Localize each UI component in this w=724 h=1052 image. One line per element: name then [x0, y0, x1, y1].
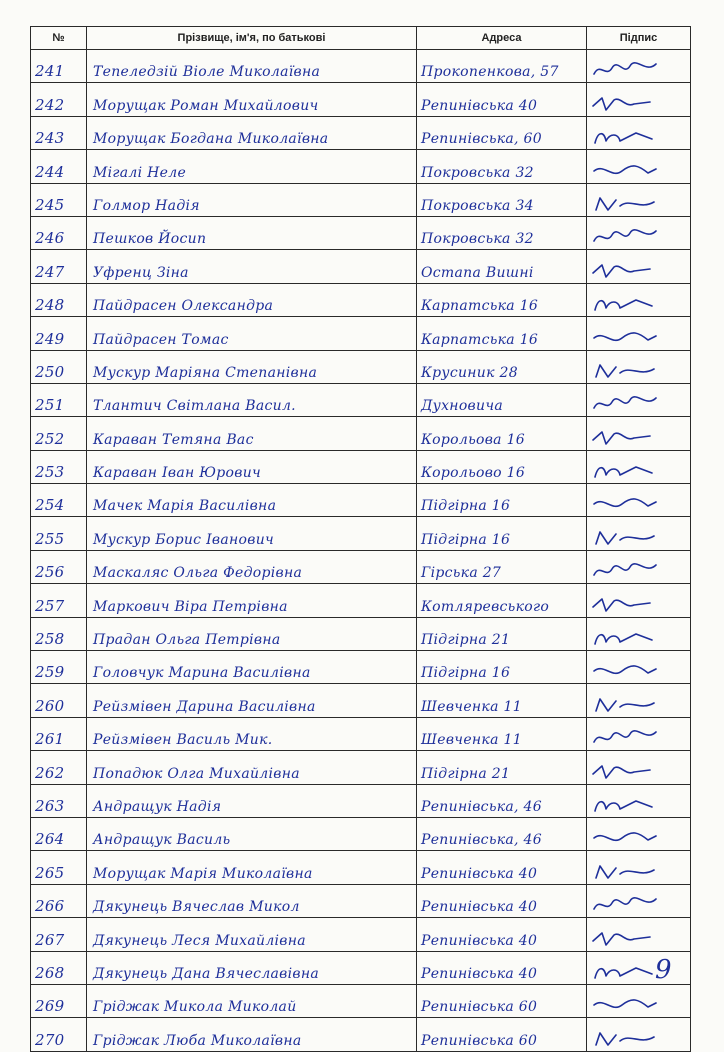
row-address: Репинівська, 46	[417, 817, 587, 850]
signature-scribble-icon	[590, 695, 660, 715]
signature-scribble-icon	[590, 762, 660, 782]
row-address: Репинівська 40	[417, 918, 587, 951]
table-row	[31, 350, 691, 383]
row-full-name: Мускур Борис Іванович	[87, 517, 417, 550]
row-full-name: Тепеледзій Віоле Миколаївна	[87, 50, 417, 83]
row-full-name: Дякунець Вячеслав Микол	[87, 884, 417, 917]
signature-scribble-icon	[590, 461, 660, 481]
table-body	[31, 50, 691, 1052]
row-signature	[587, 584, 691, 617]
row-address: Карпатська 16	[417, 283, 587, 316]
signature-scribble-icon	[590, 428, 660, 448]
signature-scribble-icon	[590, 194, 660, 214]
table-row	[31, 617, 691, 650]
table-row	[31, 717, 691, 750]
table-row	[31, 784, 691, 817]
table-row	[31, 250, 691, 283]
row-number: 267	[31, 918, 87, 951]
signature-scribble-icon	[590, 361, 660, 381]
signature-table	[30, 26, 691, 1052]
row-signature	[587, 350, 691, 383]
table-row	[31, 651, 691, 684]
row-address: Шевченка 11	[417, 684, 587, 717]
signature-scribble-icon	[590, 261, 660, 281]
row-signature	[587, 918, 691, 951]
table-row	[31, 951, 691, 984]
row-signature	[587, 450, 691, 483]
signature-scribble-icon	[590, 995, 660, 1015]
table-row	[31, 984, 691, 1017]
row-full-name: Морущак Марія Миколаївна	[87, 851, 417, 884]
signature-scribble-icon	[590, 895, 660, 915]
signature-scribble-icon	[590, 561, 660, 581]
signature-scribble-icon	[590, 294, 660, 314]
row-address: Підгірна 21	[417, 751, 587, 784]
row-number: 241	[31, 50, 87, 83]
row-number: 261	[31, 717, 87, 750]
row-address: Корольово 16	[417, 450, 587, 483]
signature-scribble-icon	[590, 328, 660, 348]
row-full-name: Прадан Ольга Петрівна	[87, 617, 417, 650]
row-number: 257	[31, 584, 87, 617]
header-address: Адреса	[417, 27, 587, 50]
table-row	[31, 817, 691, 850]
row-address: Корольова 16	[417, 417, 587, 450]
row-number: 242	[31, 83, 87, 116]
signature-scribble-icon	[590, 494, 660, 514]
row-address: Підгірна 16	[417, 517, 587, 550]
row-signature	[587, 684, 691, 717]
row-full-name: Мускур Марiяна Степанівна	[87, 350, 417, 383]
signature-sheet	[30, 26, 690, 1052]
row-number: 244	[31, 150, 87, 183]
signature-scribble-icon	[590, 795, 660, 815]
table-row	[31, 450, 691, 483]
table-row	[31, 751, 691, 784]
row-number: 256	[31, 550, 87, 583]
row-number: 255	[31, 517, 87, 550]
table-row	[31, 918, 691, 951]
row-number: 253	[31, 450, 87, 483]
row-address: Репинівська 40	[417, 851, 587, 884]
row-signature	[587, 884, 691, 917]
row-full-name: Маркович Віра Петрівна	[87, 584, 417, 617]
table-row	[31, 517, 691, 550]
row-signature	[587, 317, 691, 350]
row-address: Репинівська 40	[417, 951, 587, 984]
signature-scribble-icon	[590, 862, 660, 882]
table-header-row	[31, 27, 691, 50]
row-full-name: Караван Тетяна Вас	[87, 417, 417, 450]
row-number: 265	[31, 851, 87, 884]
row-address: Покровська 32	[417, 216, 587, 249]
row-number: 252	[31, 417, 87, 450]
signature-scribble-icon	[590, 60, 660, 80]
row-full-name: Морущак Роман Михайлович	[87, 83, 417, 116]
row-signature	[587, 717, 691, 750]
row-number: 270	[31, 1018, 87, 1051]
row-signature	[587, 784, 691, 817]
row-signature	[587, 984, 691, 1017]
signature-scribble-icon	[590, 227, 660, 247]
row-address: Котляревського	[417, 584, 587, 617]
row-signature	[587, 751, 691, 784]
header-number: №	[31, 27, 87, 50]
row-full-name: Дякунець Дана Вячеславівна	[87, 951, 417, 984]
row-address: Репинівська 60	[417, 1018, 587, 1051]
row-full-name: Караван Іван Юрович	[87, 450, 417, 483]
signature-scribble-icon	[590, 929, 660, 949]
row-full-name: Рейзмівен Василь Мик.	[87, 717, 417, 750]
row-number: 263	[31, 784, 87, 817]
row-full-name: Андращук Василь	[87, 817, 417, 850]
row-address: Прокопенкова, 57	[417, 50, 587, 83]
row-full-name: Головчук Марина Василівна	[87, 651, 417, 684]
row-address: Шевченка 11	[417, 717, 587, 750]
row-signature	[587, 150, 691, 183]
row-signature	[587, 817, 691, 850]
row-full-name: Андращук Надія	[87, 784, 417, 817]
table-row	[31, 216, 691, 249]
row-full-name: Уфренц Зіна	[87, 250, 417, 283]
row-number: 262	[31, 751, 87, 784]
row-number: 250	[31, 350, 87, 383]
row-number: 254	[31, 484, 87, 517]
row-full-name: Пайдрасен Томас	[87, 317, 417, 350]
row-address: Репинівська 40	[417, 884, 587, 917]
row-signature	[587, 216, 691, 249]
table-row	[31, 684, 691, 717]
row-signature	[587, 651, 691, 684]
signature-scribble-icon	[590, 628, 660, 648]
table-row	[31, 851, 691, 884]
row-signature	[587, 283, 691, 316]
row-signature	[587, 851, 691, 884]
row-full-name: Пешков Йосип	[87, 216, 417, 249]
row-signature	[587, 951, 691, 984]
row-address: Духновича	[417, 383, 587, 416]
signature-scribble-icon	[590, 161, 660, 181]
page-number: 9	[655, 955, 672, 985]
row-full-name: Гріджак Люба Миколаївна	[87, 1018, 417, 1051]
row-address: Репинівська, 60	[417, 116, 587, 149]
row-address: Репинівська 60	[417, 984, 587, 1017]
row-number: 259	[31, 651, 87, 684]
row-full-name: Морущак Богдана Миколаївна	[87, 116, 417, 149]
row-address: Покровська 32	[417, 150, 587, 183]
row-number: 246	[31, 216, 87, 249]
row-signature	[587, 83, 691, 116]
row-signature	[587, 383, 691, 416]
row-number: 243	[31, 116, 87, 149]
table-row	[31, 50, 691, 83]
row-signature	[587, 1018, 691, 1051]
row-number: 269	[31, 984, 87, 1017]
table-row	[31, 417, 691, 450]
row-signature	[587, 250, 691, 283]
row-full-name: Мігалі Неле	[87, 150, 417, 183]
header-full-name: Прізвище, ім'я, по батькові	[87, 27, 417, 50]
row-full-name: Голмор Надія	[87, 183, 417, 216]
signature-scribble-icon	[590, 528, 660, 548]
table-row	[31, 183, 691, 216]
row-address: Гірська 27	[417, 550, 587, 583]
table-row	[31, 884, 691, 917]
signature-scribble-icon	[590, 1029, 660, 1049]
signature-scribble-icon	[590, 394, 660, 414]
row-signature	[587, 116, 691, 149]
row-full-name: Мачек Марія Василівна	[87, 484, 417, 517]
row-address: Підгірна 21	[417, 617, 587, 650]
signature-scribble-icon	[590, 661, 660, 681]
row-full-name: Пайдрасен Олександра	[87, 283, 417, 316]
signature-scribble-icon	[590, 127, 660, 147]
row-number: 251	[31, 383, 87, 416]
row-full-name: Рейзмівен Дарина Василівна	[87, 684, 417, 717]
table-row	[31, 1018, 691, 1051]
row-number: 247	[31, 250, 87, 283]
row-number: 245	[31, 183, 87, 216]
row-signature	[587, 484, 691, 517]
table-row	[31, 116, 691, 149]
row-address: Карпатська 16	[417, 317, 587, 350]
row-address: Репинівська, 46	[417, 784, 587, 817]
row-number: 258	[31, 617, 87, 650]
row-signature	[587, 183, 691, 216]
row-address: Покровська 34	[417, 183, 587, 216]
table-row	[31, 283, 691, 316]
row-number: 260	[31, 684, 87, 717]
signature-scribble-icon	[590, 828, 660, 848]
table-row	[31, 83, 691, 116]
signature-scribble-icon	[590, 962, 660, 982]
row-number: 264	[31, 817, 87, 850]
row-full-name: Тлантич Світлана Васил.	[87, 383, 417, 416]
row-signature	[587, 517, 691, 550]
row-signature	[587, 550, 691, 583]
row-address: Підгірна 16	[417, 651, 587, 684]
signature-scribble-icon	[590, 595, 660, 615]
table-row	[31, 550, 691, 583]
row-number: 248	[31, 283, 87, 316]
table-row	[31, 584, 691, 617]
row-signature	[587, 617, 691, 650]
row-address: Крусиник 28	[417, 350, 587, 383]
table-row	[31, 150, 691, 183]
header-signature: Підпис	[587, 27, 691, 50]
row-full-name: Маскаляс Ольга Федорівна	[87, 550, 417, 583]
signature-scribble-icon	[590, 94, 660, 114]
row-address: Репинівська 40	[417, 83, 587, 116]
table-row	[31, 383, 691, 416]
signature-scribble-icon	[590, 728, 660, 748]
row-address: Підгірна 16	[417, 484, 587, 517]
row-full-name: Дякунець Леся Михайлівна	[87, 918, 417, 951]
row-signature	[587, 50, 691, 83]
row-number: 268	[31, 951, 87, 984]
table-row	[31, 317, 691, 350]
row-signature	[587, 417, 691, 450]
row-number: 266	[31, 884, 87, 917]
row-number: 249	[31, 317, 87, 350]
table-row	[31, 484, 691, 517]
row-address: Остапа Вишні	[417, 250, 587, 283]
row-full-name: Гріджак Микола Миколай	[87, 984, 417, 1017]
row-full-name: Попадюк Олга Михайлівна	[87, 751, 417, 784]
